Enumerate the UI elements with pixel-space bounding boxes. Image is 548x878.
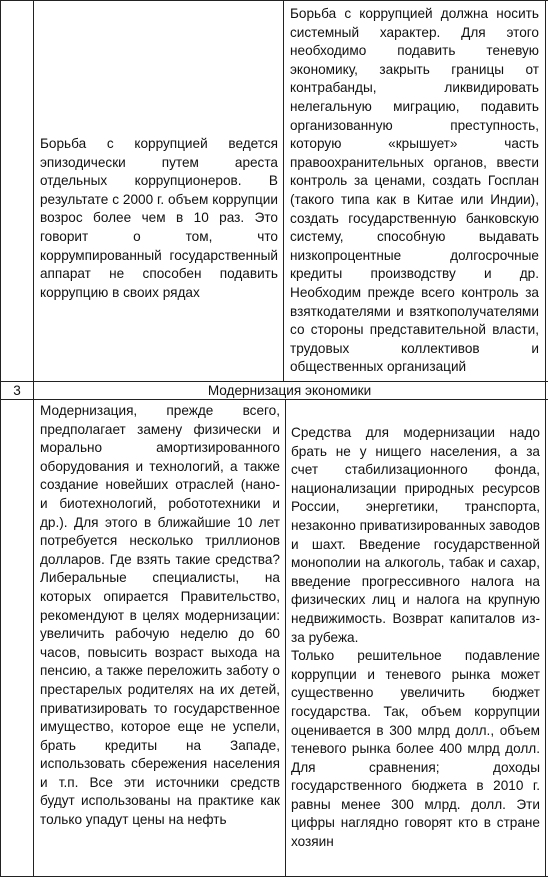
row2-heading-cell — [34, 382, 545, 399]
number-column-divider — [33, 0, 34, 877]
table-bottom-border — [0, 876, 548, 877]
table-right-border — [545, 0, 546, 877]
row-divider-2 — [0, 399, 548, 400]
row1-column-divider — [283, 0, 284, 381]
table-top-border — [0, 0, 548, 1]
row3-left-cell — [40, 402, 280, 872]
row3-left-text: Модернизация, прежде всего, предполагает замену физически и морально амортизированного оборудования и технологий, а также создание новейших отраслей (нано- и биотехнологий, робототехники и др.). Для этого в ближайшие 10 лет потребуется несколько триллионов долларов. Где взять такие средства? Либеральные специалисты, на которых опирается Правительство, рекомендуют в целях модернизации: увеличить рабочую неделю до 60 часов, повысить возраст выхода на пенсию, а также переложить заботу о престарелых родителях на их детей, приватизировать то государственное имущество, которое еще не успели, брать кредиты на Западе, использовать сбережения населения и т.п. Все эти источники средств будут использованы на практике как только упадут цены на нефть — [40, 403, 280, 828]
section-heading: Модернизация экономики — [207, 383, 372, 398]
row2-number-cell — [1, 382, 33, 399]
row1-left-text: Борьба с коррупцией ведется эпизодически путем ареста отдельных коррупционеров. В результате с 2000 г. объем коррупции возрос более чем в 10 раз. Это говорит о том, что коррумпированный государственный аппарат не способен подавить коррупцию в своих рядах — [40, 136, 278, 300]
row3-right-text-1: Средства для модернизации надо брать не у нищего населения, а за счет стабилизационного фонда, национализации природных ресурсов России, энергетики, транспорта, незаконно приватизированных заводов и шахт. Введение государственной монополии на алкоголь, табак и сахар, введение прогрессивного налога на физических лиц и налога на крупную недвижимость. Возврат капиталов из-за рубежа. — [291, 425, 541, 645]
row3-column-divider — [285, 399, 286, 876]
row1-right-text: Борьба с коррупцией должна носить системный характер. Для этого необходимо подавить теневую экономику, закрыть границы от контрабанды, ликвидировать нелегальную миграцию, подавить организованную преступность, которую «крышует» часть правоохранительных органов, ввести контроль за ценами, создать Госплан (такого типа как в Китае или Индии), создать государственную банковскую систему, способную выдавать низкопроцентные долгосрочные кредиты производству и др. Необходим прежде всего контроль за взяткодателями и взяткополучателями со стороны представительной власти, трудовых коллективов и общественных организаций — [290, 6, 539, 375]
section-number: 3 — [13, 383, 21, 398]
row1-right-cell — [290, 5, 539, 381]
row3-right-text-2: Только решительное подавление коррупции и теневого рынка может существенно увеличить бюджет государства. Так, объем коррупции оценивается в 300 млрд долл., объем теневого рынка более 400 млрд долл. Для сравнения; доходы государственного бюджета в 2010 г. равны менее 300 млрд. долл. Эти цифры наглядно говорят кто в стране хозяин — [291, 648, 540, 850]
row3-right-cell — [291, 424, 540, 872]
row1-left-cell — [40, 135, 278, 300]
table-left-border — [0, 0, 1, 877]
